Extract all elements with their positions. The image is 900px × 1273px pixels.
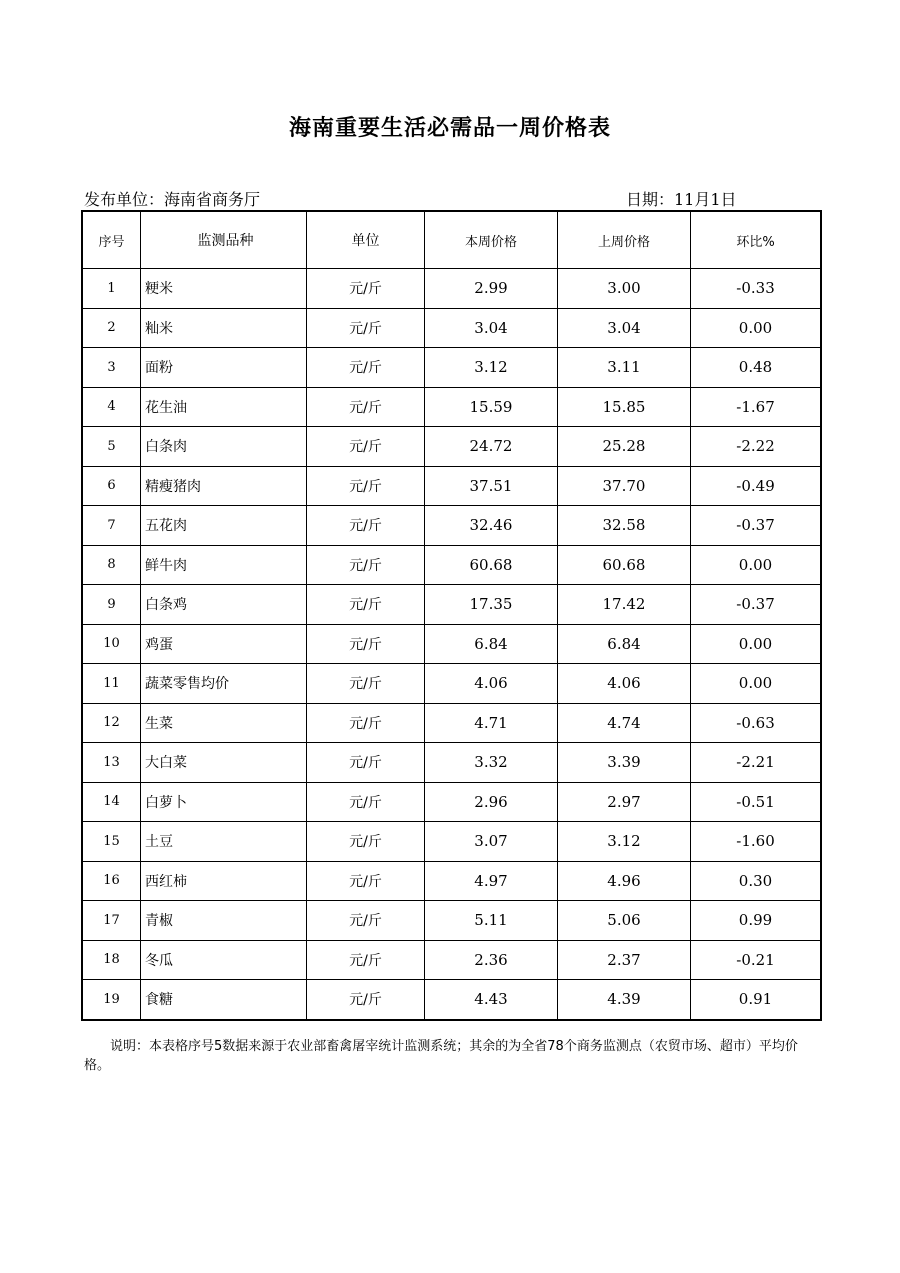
table-row <box>82 308 821 348</box>
cell-no: 14 <box>82 782 141 822</box>
cell-change: -0.49 <box>691 466 822 506</box>
table-row <box>82 980 821 1020</box>
cell-no: 15 <box>82 822 141 862</box>
cell-previous-price: 6.84 <box>558 624 691 664</box>
cell-name: 花生油 <box>141 387 307 427</box>
cell-current-price: 4.97 <box>425 861 558 901</box>
cell-current-price: 3.04 <box>425 308 558 348</box>
cell-name: 白萝卜 <box>141 782 307 822</box>
header-change: 环比% <box>691 211 822 269</box>
cell-unit: 元/斤 <box>307 269 425 309</box>
cell-no: 18 <box>82 940 141 980</box>
cell-change: -0.51 <box>691 782 822 822</box>
cell-unit: 元/斤 <box>307 348 425 388</box>
cell-change: 0.00 <box>691 664 822 704</box>
cell-no: 7 <box>82 506 141 546</box>
cell-change: 0.00 <box>691 545 822 585</box>
cell-change: 0.30 <box>691 861 822 901</box>
cell-change: 0.91 <box>691 980 822 1020</box>
page-title: 海南重要生活必需品一周价格表 <box>288 116 611 141</box>
cell-name: 西红柿 <box>141 861 307 901</box>
cell-change: 0.00 <box>691 624 822 664</box>
cell-current-price: 2.96 <box>425 782 558 822</box>
cell-unit: 元/斤 <box>307 308 425 348</box>
cell-unit: 元/斤 <box>307 545 425 585</box>
date-label: 日期：11月1日 <box>626 190 737 209</box>
table-row <box>82 545 821 585</box>
cell-current-price: 4.43 <box>425 980 558 1020</box>
cell-no: 8 <box>82 545 141 585</box>
table-row <box>82 664 821 704</box>
cell-name: 大白菜 <box>141 743 307 783</box>
cell-previous-price: 37.70 <box>558 466 691 506</box>
table-row <box>82 624 821 664</box>
cell-no: 11 <box>82 664 141 704</box>
cell-current-price: 2.99 <box>425 269 558 309</box>
cell-unit: 元/斤 <box>307 940 425 980</box>
cell-unit: 元/斤 <box>307 624 425 664</box>
table-row <box>82 743 821 783</box>
cell-current-price: 3.07 <box>425 822 558 862</box>
table-row <box>82 387 821 427</box>
cell-change: 0.48 <box>691 348 822 388</box>
cell-name: 蔬菜零售均价 <box>141 664 307 704</box>
cell-unit: 元/斤 <box>307 980 425 1020</box>
cell-current-price: 4.71 <box>425 703 558 743</box>
table-row <box>82 822 821 862</box>
cell-previous-price: 25.28 <box>558 427 691 467</box>
cell-no: 13 <box>82 743 141 783</box>
table-row <box>82 348 821 388</box>
cell-name: 面粉 <box>141 348 307 388</box>
table-row <box>82 940 821 980</box>
cell-unit: 元/斤 <box>307 901 425 941</box>
cell-current-price: 24.72 <box>425 427 558 467</box>
cell-current-price: 6.84 <box>425 624 558 664</box>
cell-name: 鸡蛋 <box>141 624 307 664</box>
cell-name: 生菜 <box>141 703 307 743</box>
cell-current-price: 2.36 <box>425 940 558 980</box>
cell-change: 0.99 <box>691 901 822 941</box>
cell-no: 17 <box>82 901 141 941</box>
cell-current-price: 3.32 <box>425 743 558 783</box>
cell-no: 9 <box>82 585 141 625</box>
cell-no: 12 <box>82 703 141 743</box>
cell-unit: 元/斤 <box>307 664 425 704</box>
cell-no: 3 <box>82 348 141 388</box>
cell-previous-price: 3.00 <box>558 269 691 309</box>
cell-previous-price: 5.06 <box>558 901 691 941</box>
cell-change: -0.37 <box>691 585 822 625</box>
header-current-price: 本周价格 <box>425 211 558 269</box>
cell-unit: 元/斤 <box>307 743 425 783</box>
cell-name: 鲜牛肉 <box>141 545 307 585</box>
cell-previous-price: 4.96 <box>558 861 691 901</box>
cell-change: -0.37 <box>691 506 822 546</box>
cell-previous-price: 3.11 <box>558 348 691 388</box>
cell-current-price: 17.35 <box>425 585 558 625</box>
cell-change: -2.22 <box>691 427 822 467</box>
cell-change: -0.33 <box>691 269 822 309</box>
header-unit: 单位 <box>307 211 425 269</box>
cell-no: 4 <box>82 387 141 427</box>
cell-no: 2 <box>82 308 141 348</box>
cell-name: 青椒 <box>141 901 307 941</box>
cell-current-price: 60.68 <box>425 545 558 585</box>
cell-current-price: 32.46 <box>425 506 558 546</box>
table-row <box>82 269 821 309</box>
cell-current-price: 15.59 <box>425 387 558 427</box>
cell-unit: 元/斤 <box>307 427 425 467</box>
table-row <box>82 782 821 822</box>
cell-previous-price: 3.39 <box>558 743 691 783</box>
cell-previous-price: 3.12 <box>558 822 691 862</box>
cell-no: 6 <box>82 466 141 506</box>
table-row <box>82 427 821 467</box>
header-previous-price: 上周价格 <box>558 211 691 269</box>
table-row <box>82 901 821 941</box>
header-name: 监测品种 <box>141 211 307 269</box>
cell-previous-price: 2.97 <box>558 782 691 822</box>
cell-unit: 元/斤 <box>307 861 425 901</box>
cell-change: -1.60 <box>691 822 822 862</box>
cell-current-price: 4.06 <box>425 664 558 704</box>
cell-name: 食糖 <box>141 980 307 1020</box>
cell-no: 1 <box>82 269 141 309</box>
cell-change: 0.00 <box>691 308 822 348</box>
cell-unit: 元/斤 <box>307 387 425 427</box>
cell-change: -0.63 <box>691 703 822 743</box>
cell-unit: 元/斤 <box>307 822 425 862</box>
cell-unit: 元/斤 <box>307 703 425 743</box>
table-row <box>82 585 821 625</box>
table-header <box>82 211 821 269</box>
cell-name: 白条鸡 <box>141 585 307 625</box>
table-row <box>82 703 821 743</box>
cell-previous-price: 32.58 <box>558 506 691 546</box>
cell-unit: 元/斤 <box>307 506 425 546</box>
cell-previous-price: 60.68 <box>558 545 691 585</box>
cell-name: 籼米 <box>141 308 307 348</box>
table-body <box>82 269 821 1020</box>
cell-name: 五花肉 <box>141 506 307 546</box>
cell-previous-price: 4.39 <box>558 980 691 1020</box>
cell-previous-price: 3.04 <box>558 308 691 348</box>
cell-current-price: 3.12 <box>425 348 558 388</box>
cell-change: -0.21 <box>691 940 822 980</box>
cell-current-price: 5.11 <box>425 901 558 941</box>
cell-no: 16 <box>82 861 141 901</box>
cell-unit: 元/斤 <box>307 466 425 506</box>
note-text: 说明：本表格序号5数据来源于农业部畜禽屠宰统计监测系统；其余的为全省78个商务监测点（农贸市场、超市）平均价格。 <box>84 1039 798 1073</box>
header-row <box>82 211 821 269</box>
cell-current-price: 37.51 <box>425 466 558 506</box>
cell-name: 精瘦猪肉 <box>141 466 307 506</box>
footnote <box>84 1037 814 1075</box>
table-row <box>82 466 821 506</box>
cell-name: 冬瓜 <box>141 940 307 980</box>
cell-no: 10 <box>82 624 141 664</box>
cell-previous-price: 4.06 <box>558 664 691 704</box>
publisher-label: 发布单位：海南省商务厅 <box>84 190 261 209</box>
cell-name: 粳米 <box>141 269 307 309</box>
header-no: 序号 <box>82 211 141 269</box>
cell-change: -1.67 <box>691 387 822 427</box>
cell-name: 土豆 <box>141 822 307 862</box>
cell-no: 5 <box>82 427 141 467</box>
cell-previous-price: 15.85 <box>558 387 691 427</box>
price-table <box>81 210 822 1021</box>
cell-previous-price: 2.37 <box>558 940 691 980</box>
table-row <box>82 861 821 901</box>
cell-unit: 元/斤 <box>307 782 425 822</box>
cell-change: -2.21 <box>691 743 822 783</box>
cell-no: 19 <box>82 980 141 1020</box>
cell-name: 白条肉 <box>141 427 307 467</box>
cell-unit: 元/斤 <box>307 585 425 625</box>
cell-previous-price: 4.74 <box>558 703 691 743</box>
table-row <box>82 506 821 546</box>
cell-previous-price: 17.42 <box>558 585 691 625</box>
